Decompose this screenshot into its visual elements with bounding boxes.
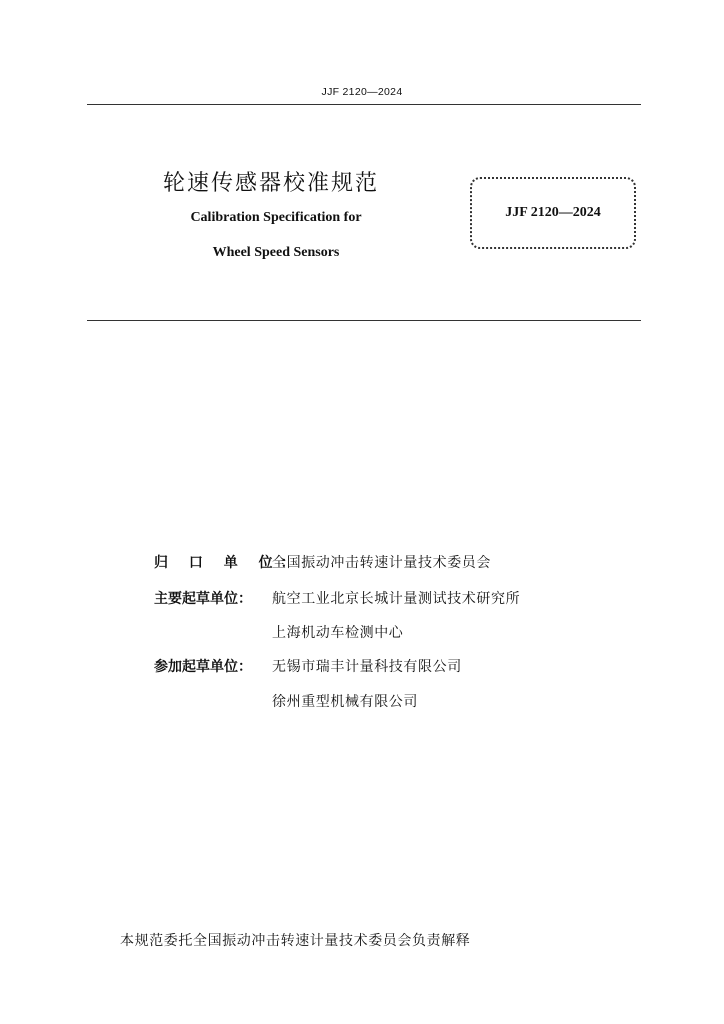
title-chinese: 轮速传感器校准规范 — [163, 171, 380, 196]
title-english-line1: Calibration Specification for — [190, 210, 362, 225]
participating-unit-value-2: 徐州重型机械有限公司 — [272, 694, 418, 710]
responsible-unit-value: 全国振动冲击转速计量技术委员会 — [272, 555, 491, 571]
participating-unit-label: 参加起草单位： — [154, 659, 252, 675]
participating-unit-value-1: 无锡市瑞丰计量科技有限公司 — [272, 659, 462, 675]
code-box-text: JJF 2120—2024 — [505, 205, 601, 220]
drafting-unit-value-2: 上海机动车检测中心 — [272, 625, 404, 641]
drafting-unit-label: 主要起草单位： — [154, 591, 252, 607]
header-document-code: JJF 2120—2024 — [321, 86, 403, 98]
section-rule — [87, 320, 641, 321]
responsible-unit-label: 归 口 单 位： — [154, 555, 303, 571]
header-rule — [87, 104, 641, 105]
footer-note: 本规范委托全国振动冲击转速计量技术委员会负责解释 — [120, 933, 471, 949]
drafting-unit-value-1: 航空工业北京长城计量测试技术研究所 — [272, 591, 521, 607]
title-english-line2: Wheel Speed Sensors — [212, 245, 340, 260]
